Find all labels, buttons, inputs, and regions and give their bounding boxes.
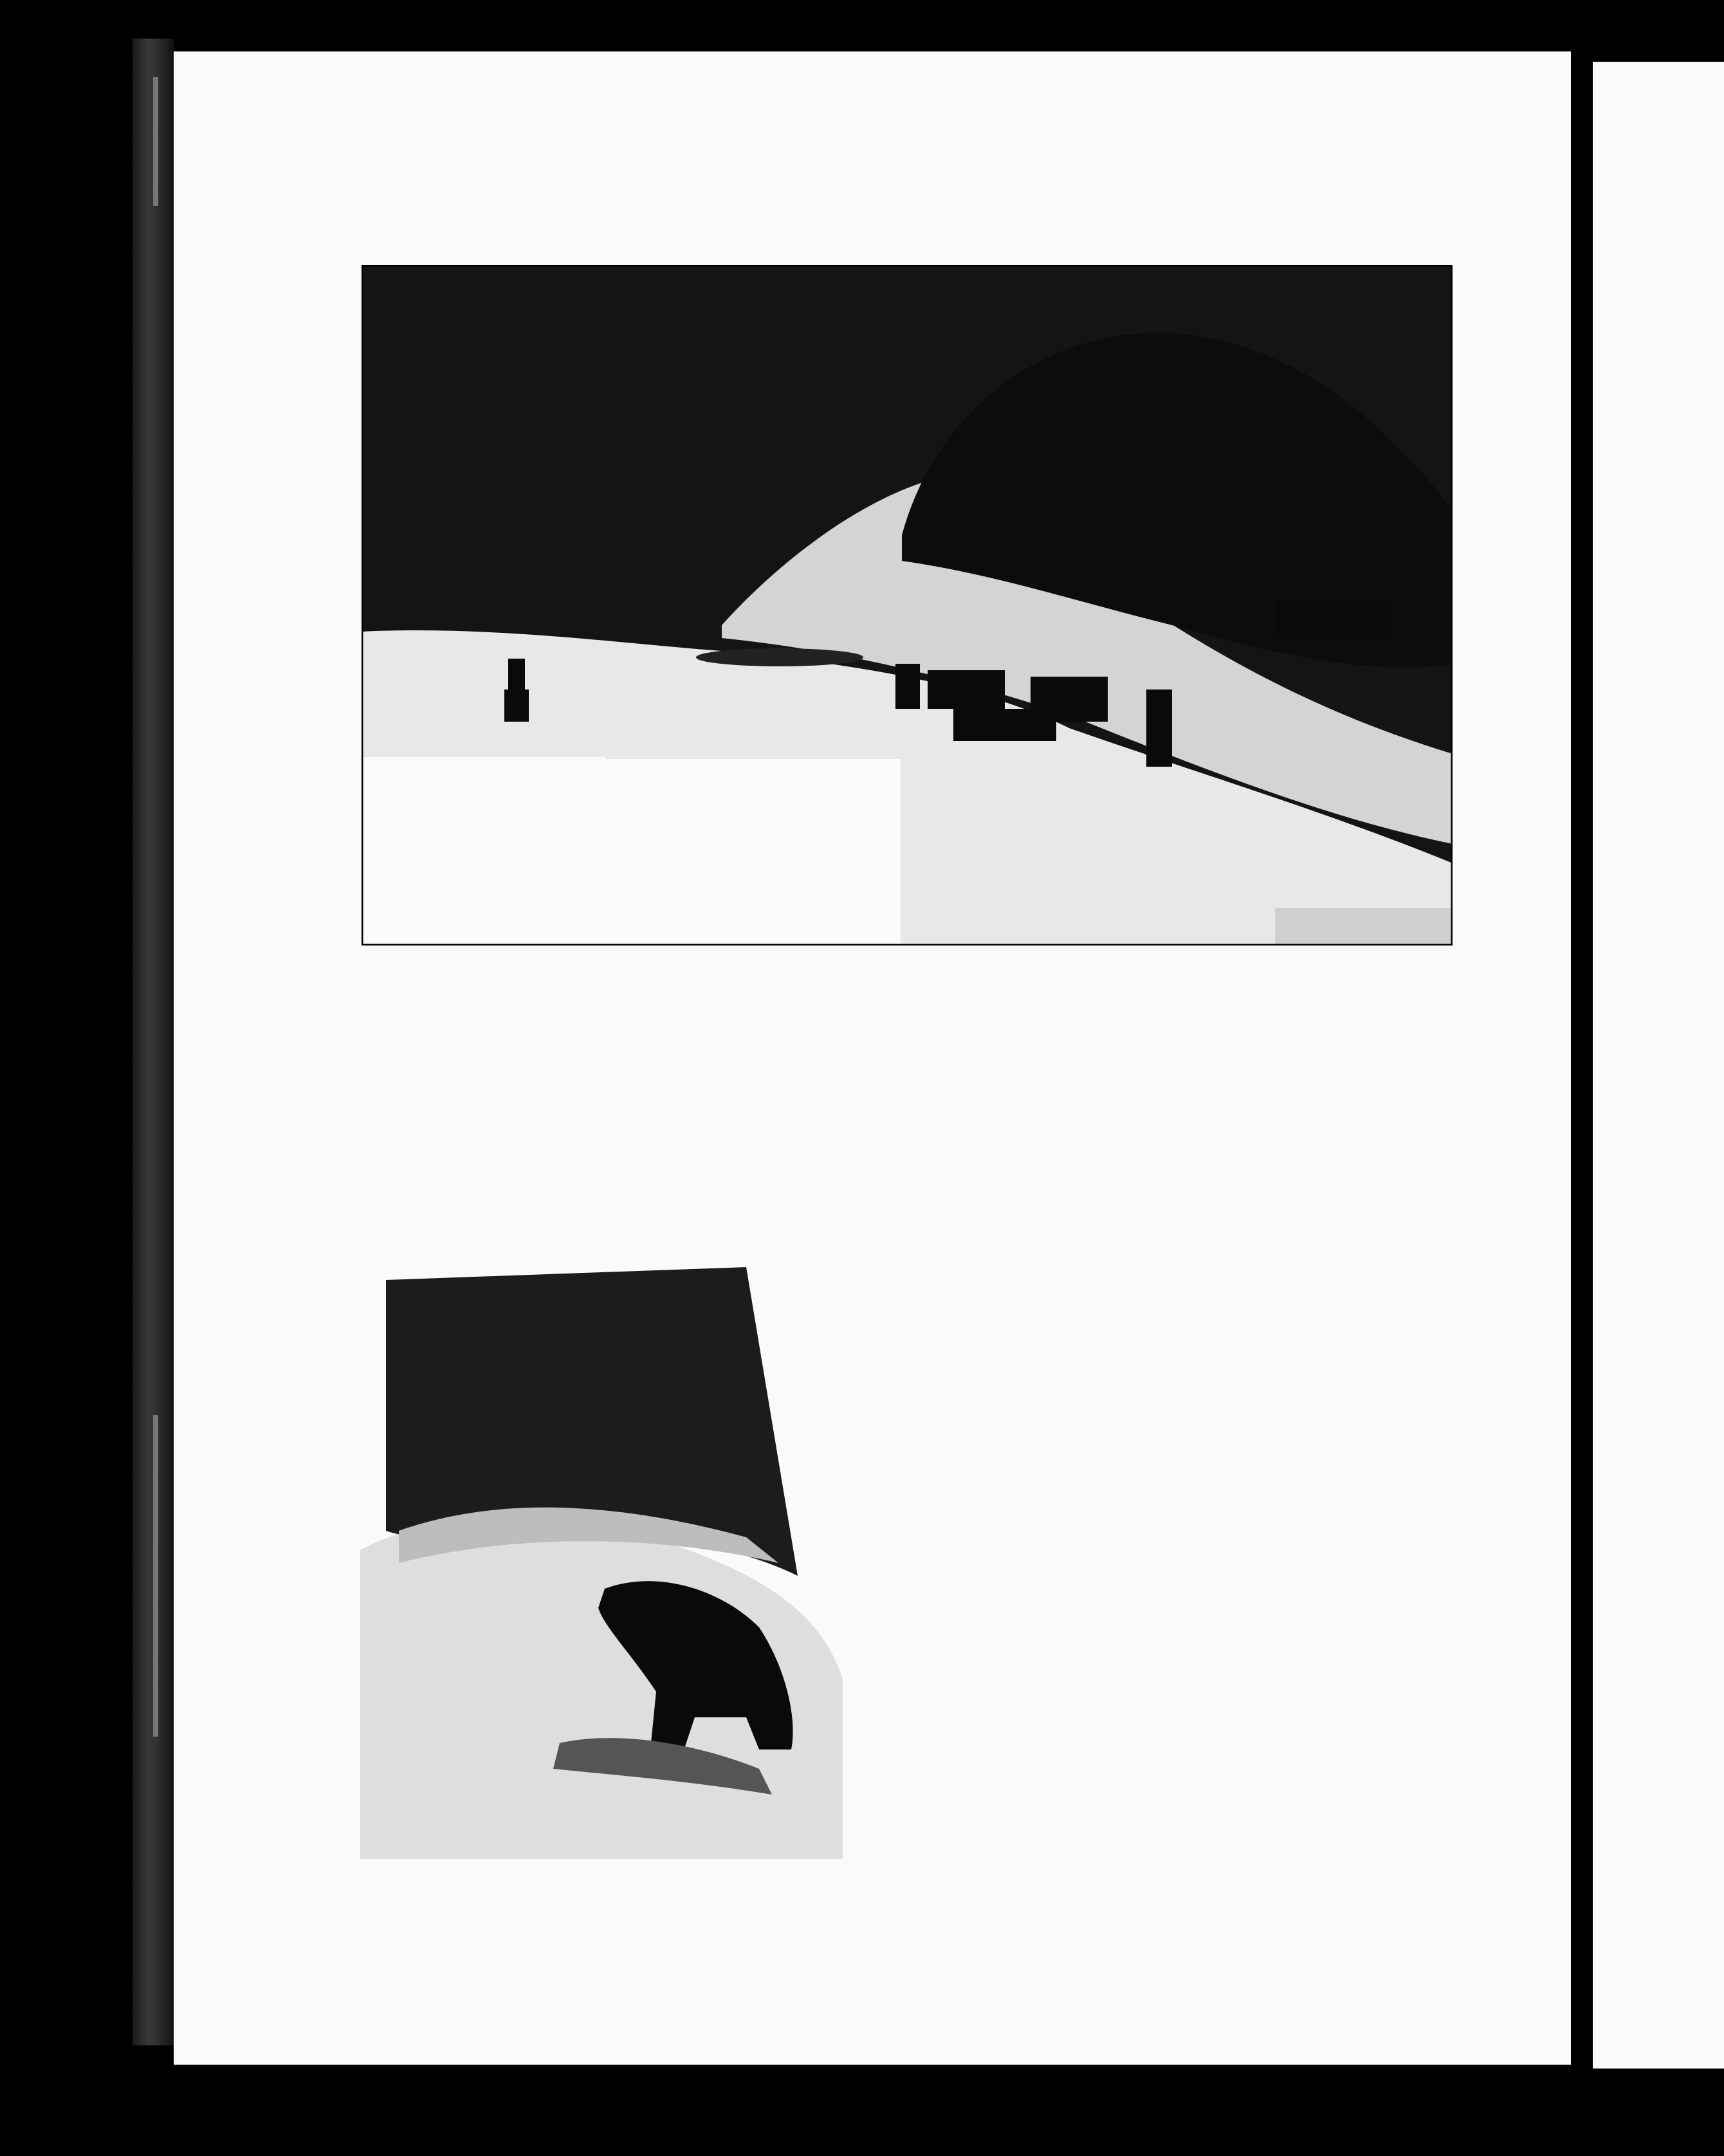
spine-mark (153, 77, 158, 206)
rat-river-landing-illustration (362, 265, 1453, 946)
bear-trap-illustration (360, 1229, 843, 1859)
book-spine (133, 39, 174, 2045)
right-page-edge (1593, 62, 1724, 2069)
spine-mark (153, 1415, 158, 1737)
